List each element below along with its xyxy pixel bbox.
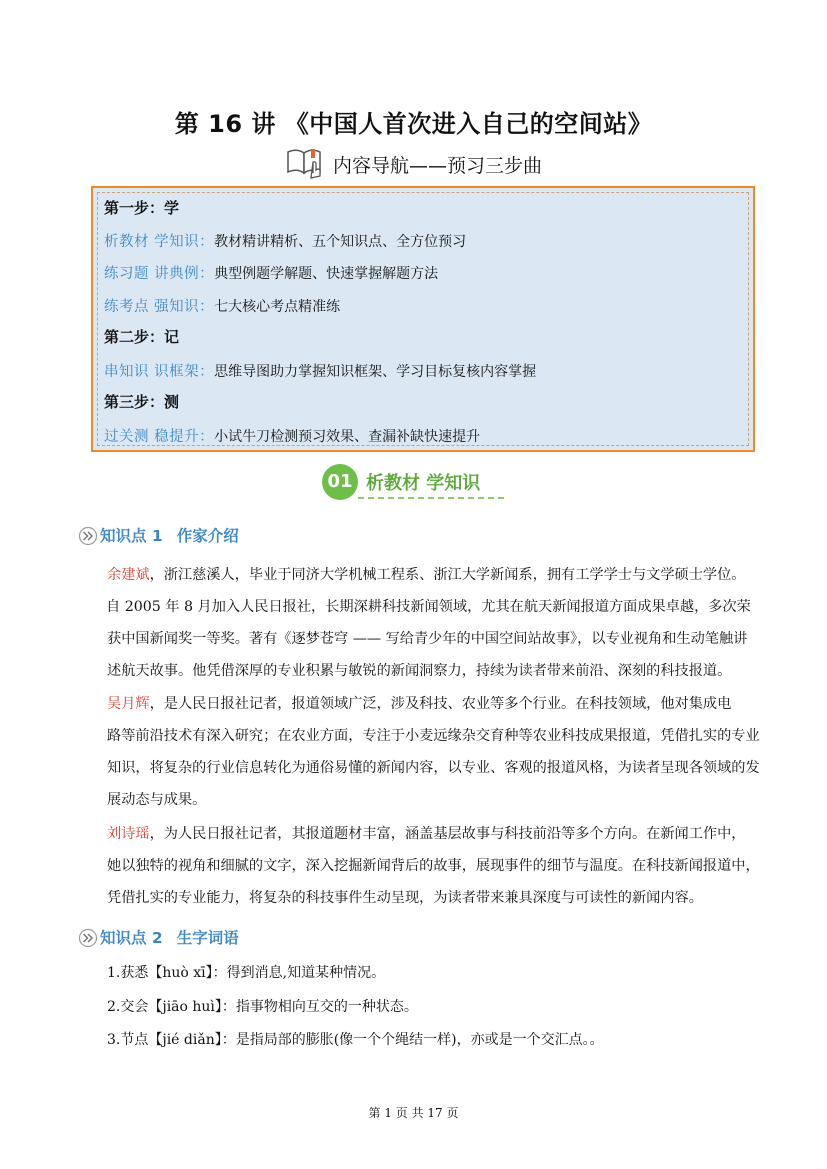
nav-title: 内容导航——预习三步曲 <box>333 155 543 177</box>
author-paragraph-1: 余建斌，浙江慈溪人，毕业于同济大学机械工程系、浙江大学新闻系，拥有工学学士与文学硕士学位。 <box>107 567 746 583</box>
nav-heading <box>0 146 827 185</box>
nav-row-3: 练考点 强知识：七大核心考点精准练 <box>104 299 341 315</box>
page-title: 第 16 讲 《中国人首次进入自己的空间站》 <box>174 110 653 138</box>
vocab-item: 3.节点【jié diǎn】：是指局部的膨胀(像一个个绳结一样)，亦或是一个交汇点。。 <box>107 1032 604 1048</box>
author-name: 吴月辉 <box>107 696 150 712</box>
nav-step-3: 第三步：测 <box>104 393 180 411</box>
author-name: 刘诗瑶 <box>107 826 150 842</box>
nav-row-1: 析教材 学知识：教材精讲精析、五个知识点、全方位预习 <box>104 234 467 250</box>
book-pointer-icon <box>285 146 325 185</box>
author-paragraph-3: 刘诗瑶，为人民日报社记者，其报道题材丰富，涵盖基层故事与科技前沿等多个方向。在新闻工作中， 她以独特的视角和细腻的文字，深入挖掘新闻背后的故事，展现事件的细节与温度。在科技新闻报道中， 凭借扎实的专业能力，将复杂的科技事件生动呈现，为读者带来兼具深度与可读性的新闻内容。 <box>107 826 760 906</box>
vocab-item: 2.交会【jiāo huì】：指事物相向互交的一种状态。 <box>107 999 418 1015</box>
double-chevron-icon <box>78 526 98 550</box>
nav-row-4: 串知识 识框架：思维导图助力掌握知识框架、学习目标复核内容掌握 <box>104 364 537 380</box>
section-badge <box>322 464 504 500</box>
knowledge-point-2-heading: 知识点 2 生字词语 <box>78 926 239 952</box>
author-paragraph-2: 吴月辉，是人民日报社记者，报道领域广泛，涉及科技、农业等多个行业。在科技领域，他对集成电 路等前沿技术有深入研究；在农业方面，专注于小麦远缘杂交育种等农业科技成果报道，凭借扎实的专业 知识，将复杂的行业信息转化为通俗易懂的新闻内容，以专业、客观的报道风格，为读者呈现各领域的发 展动态与成果。 <box>107 696 760 808</box>
section-number: 01 <box>322 464 358 500</box>
nav-row-5: 过关测 稳提升：小试牛刀检测预习效果、查漏补缺快速提升 <box>104 429 481 445</box>
nav-box <box>91 186 755 452</box>
nav-row-2: 练习题 讲典例：典型例题学解题、快速掌握解题方法 <box>104 266 439 282</box>
page-footer: 第 1 页 共 17 页 <box>368 1106 459 1120</box>
nav-step-1: 第一步：学 <box>104 199 180 217</box>
knowledge-point-1-heading: 知识点 1 作家介绍 <box>78 524 239 550</box>
nav-step-2: 第二步：记 <box>104 328 180 346</box>
double-chevron-icon <box>78 928 98 952</box>
vocab-item: 1.获悉【huò xī】：得到消息,知道某种情况。 <box>107 965 386 981</box>
author-name: 余建斌 <box>107 567 150 583</box>
section-label: 析教材 学知识 <box>366 473 481 494</box>
